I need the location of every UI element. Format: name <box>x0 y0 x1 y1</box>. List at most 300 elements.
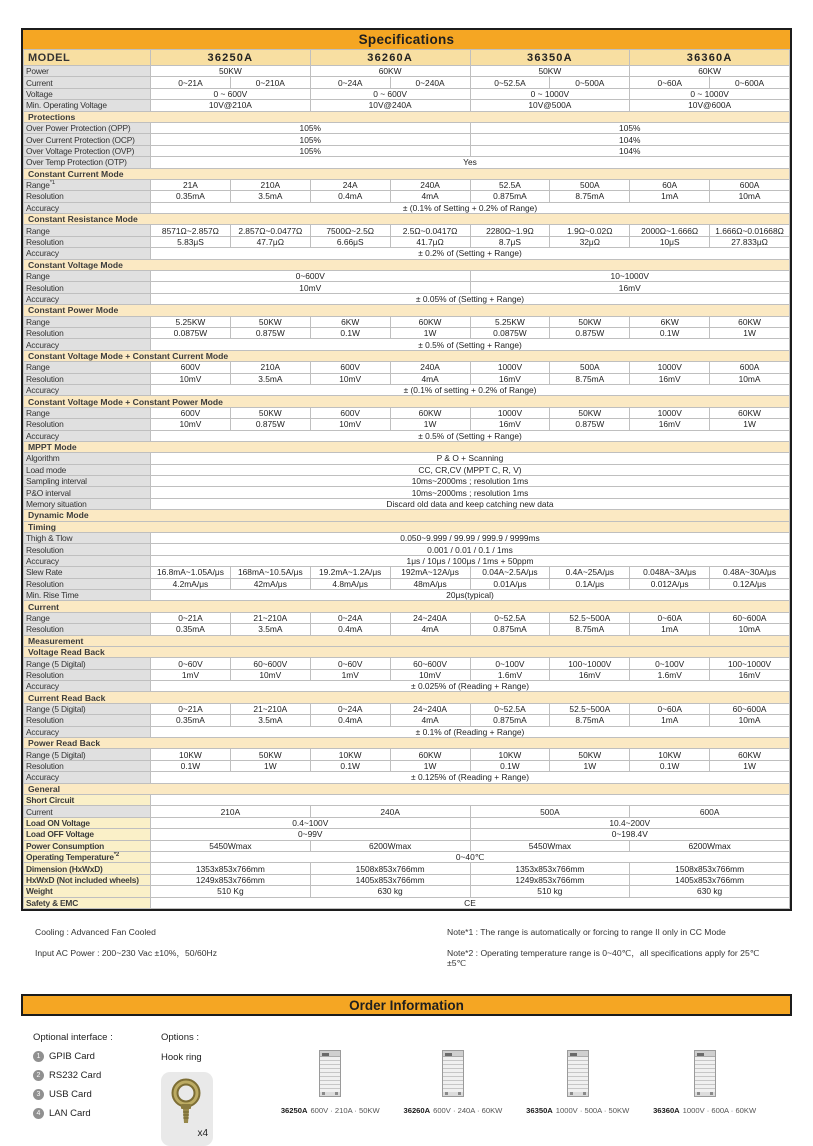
product-lineup <box>257 1032 780 1146</box>
spec-value: 0.12A/μs <box>710 578 790 589</box>
spec-value: 0~100V <box>470 658 550 669</box>
section-header: Dynamic Mode <box>24 510 790 521</box>
spec-value: 10KW <box>630 749 710 760</box>
spec-value: 4mA <box>390 191 470 202</box>
spec-value: 1405x853x766mm <box>630 874 790 885</box>
spec-value: 1405x853x766mm <box>310 874 470 885</box>
spec-value: 21A <box>151 179 231 190</box>
spec-value: ± 0.025% of (Reading + Range) <box>151 681 790 692</box>
product-item <box>653 1050 756 1146</box>
cabinet-display <box>322 1053 329 1056</box>
spec-value: 16.8mA~1.05A/μs <box>151 567 231 578</box>
spec-value: 0 ~ 600V <box>151 88 311 99</box>
spec-row-label: Over Current Protection (OCP) <box>24 134 151 145</box>
spec-value: 630 kg <box>630 886 790 897</box>
spec-value: 50KW <box>230 749 310 760</box>
spec-value: 24~240A <box>390 612 470 623</box>
spec-value: 60KW <box>630 66 790 77</box>
spec-value: 0.1A/μs <box>550 578 630 589</box>
spec-value: 0~60A <box>630 612 710 623</box>
spec-value: 52.5A <box>470 179 550 190</box>
cabinet-feet <box>320 1092 340 1096</box>
section-header: Current Read Back <box>24 692 790 703</box>
spec-value: 10~1000V <box>470 271 790 282</box>
spec-row-label: Power Consumption <box>24 840 151 851</box>
spec-row-label: Resolution <box>24 327 151 338</box>
spec-row-label: Load OFF Voltage <box>24 829 151 840</box>
spec-row-label: Resolution <box>24 373 151 384</box>
spec-value: 0 ~ 1000V <box>470 88 630 99</box>
product-caption <box>404 1106 503 1115</box>
spec-row-label: Accuracy <box>24 339 151 350</box>
product-item <box>526 1050 629 1146</box>
product-spec: 600V · 210A · 50KW <box>310 1106 380 1116</box>
spec-value: 1000V <box>630 407 710 418</box>
spec-value: 0~60A <box>630 703 710 714</box>
spec-value: 10V@240A <box>310 100 470 111</box>
spec-value: 3.5mA <box>230 624 310 635</box>
spec-value: 4mA <box>390 373 470 384</box>
interface-card-label: USB Card <box>49 1089 92 1101</box>
spec-table-body <box>24 50 790 909</box>
spec-value: 47.7μΩ <box>230 236 310 247</box>
model-name: 36350A <box>470 50 630 66</box>
spec-value: ± 0.05% of (Setting + Range) <box>151 293 790 304</box>
spec-value: 1.9Ω~0.02Ω <box>550 225 630 236</box>
spec-value: 16mV <box>710 669 790 680</box>
optional-interface-label: Optional interface : <box>33 1032 113 1044</box>
spec-value: 0.01A/μs <box>470 578 550 589</box>
spec-value: 50KW <box>470 66 630 77</box>
spec-row-label: Accuracy <box>24 726 151 737</box>
spec-row-label: Thigh & Tlow <box>24 533 151 544</box>
model-header-label: MODEL <box>24 50 151 66</box>
section-header: Voltage Read Back <box>24 646 790 657</box>
spec-value: 10mV <box>151 419 231 430</box>
spec-value: 0.0875W <box>151 327 231 338</box>
product-spec: 1000V · 500A · 50KW <box>555 1106 630 1116</box>
spec-value: 10V@600A <box>630 100 790 111</box>
spec-value: 210A <box>151 806 311 817</box>
spec-value: 0.048A~3A/μs <box>630 567 710 578</box>
spec-value: 50KW <box>151 66 311 77</box>
spec-value: 10.4~200V <box>470 817 790 828</box>
spec-value: 0~240A <box>390 77 470 88</box>
spec-value: 0.4~100V <box>151 817 471 828</box>
spec-value: 5450Wmax <box>470 840 630 851</box>
spec-value: 6200Wmax <box>310 840 470 851</box>
spec-value: 1W <box>550 760 630 771</box>
product-model: 36360A <box>653 1106 680 1116</box>
note-2: Note*2 : Operating temperature range is 0~40℃，all specifications apply for 25℃±5℃ <box>447 947 760 969</box>
spec-row-label: Weight <box>24 886 151 897</box>
model-name: 36360A <box>630 50 790 66</box>
spec-value: 16mV <box>470 282 790 293</box>
spec-value: 1mA <box>630 191 710 202</box>
spec-value: 16mV <box>470 373 550 384</box>
spec-value: 4.8mA/μs <box>310 578 390 589</box>
number-badge-icon: 4 <box>33 1108 44 1119</box>
section-header: Constant Power Mode <box>24 305 790 316</box>
spec-value: 6KW <box>630 316 710 327</box>
spec-value: ± 0.5% of (Setting + Range) <box>151 339 790 350</box>
spec-value: ± (0.1% of setting + 0.2% of Range) <box>151 384 790 395</box>
spec-value: 240A <box>390 179 470 190</box>
spec-value: 60A <box>630 179 710 190</box>
spec-value: 1.6mV <box>470 669 550 680</box>
number-badge-icon: 1 <box>33 1051 44 1062</box>
hook-ring-label: Hook ring <box>161 1052 202 1064</box>
spec-value: 10V@500A <box>470 100 630 111</box>
spec-value: 32μΩ <box>550 236 630 247</box>
spec-row-label: Range (5 Digital) <box>24 703 151 714</box>
cabinet-display <box>570 1053 577 1056</box>
spec-value: 0.001 / 0.01 / 0.1 / 1ms <box>151 544 790 555</box>
spec-value: 0.48A~30A/μs <box>710 567 790 578</box>
spec-value: 0~99V <box>151 829 471 840</box>
cabinet-display <box>697 1053 704 1056</box>
cabinet-vents <box>443 1057 463 1092</box>
spec-value: 7500Ω~2.5Ω <box>310 225 390 236</box>
spec-value: 5450Wmax <box>151 840 311 851</box>
spec-value: P & O + Scanning <box>151 453 790 464</box>
spec-value: 600V <box>310 407 390 418</box>
spec-value: 105% <box>151 145 471 156</box>
spec-row-label: Range (5 Digital) <box>24 658 151 669</box>
spec-row-label: Accuracy <box>24 248 151 259</box>
spec-value: 1mV <box>151 669 231 680</box>
spec-value: 630 kg <box>310 886 470 897</box>
interface-card-item <box>33 1108 161 1119</box>
spec-value: 50KW <box>230 407 310 418</box>
order-information-section <box>21 1032 792 1146</box>
spec-value: 240A <box>310 806 470 817</box>
section-header: Constant Current Mode <box>24 168 790 179</box>
options-label: Options : <box>161 1032 200 1044</box>
spec-value: 0.050~9.999 / 99.99 / 999.9 / 9999ms <box>151 533 790 544</box>
spec-value: 1000V <box>470 362 550 373</box>
spec-value: 0.4A~25A/μs <box>550 567 630 578</box>
spec-value: 0.875mA <box>470 191 550 202</box>
spec-value: 1353x853x766mm <box>151 863 311 874</box>
cabinet-top-panel <box>443 1051 463 1057</box>
spec-value <box>151 795 790 806</box>
spec-value: 24~240A <box>390 703 470 714</box>
spec-row-label: Range <box>24 407 151 418</box>
spec-value: 0.875mA <box>470 715 550 726</box>
spec-value: 60~600V <box>390 658 470 669</box>
spec-value: 1W <box>390 760 470 771</box>
spec-value: 510 Kg <box>151 886 311 897</box>
spec-value: 600A <box>710 362 790 373</box>
spec-value: 100~1000V <box>710 658 790 669</box>
spec-value: 0~52.5A <box>470 703 550 714</box>
spec-row-label: Operating Temperature$^{*2}$ <box>24 851 151 862</box>
cabinet-foot <box>335 1092 338 1095</box>
spec-value: ± 0.2% of (Setting + Range) <box>151 248 790 259</box>
spec-value: 1W <box>710 419 790 430</box>
instrument-cabinet-image <box>567 1050 589 1097</box>
interface-card-item <box>33 1070 161 1081</box>
cabinet-foot <box>570 1092 573 1095</box>
spec-value: 1W <box>710 760 790 771</box>
spec-row-label: Range (5 Digital) <box>24 749 151 760</box>
spec-value: 5.25KW <box>151 316 231 327</box>
spec-row-label: Resolution <box>24 669 151 680</box>
spec-row-label: Resolution <box>24 760 151 771</box>
spec-value: 0.35mA <box>151 191 231 202</box>
spec-row-label: Resolution <box>24 419 151 430</box>
spec-value: 16mV <box>630 373 710 384</box>
spec-row-label: Accuracy <box>24 202 151 213</box>
spec-value: 0.1W <box>630 327 710 338</box>
spec-row-label: Resolution <box>24 236 151 247</box>
spec-value: 0~52.5A <box>470 612 550 623</box>
spec-value: 1W <box>390 419 470 430</box>
spec-value: 60KW <box>710 316 790 327</box>
spec-value: 1W <box>390 327 470 338</box>
spec-value: ± 0.125% of (Reading + Range) <box>151 772 790 783</box>
spec-row-label: Short Circuit <box>24 795 151 806</box>
spec-value: 10KW <box>151 749 231 760</box>
spec-row-label: Over Voltage Protection (OVP) <box>24 145 151 156</box>
spec-value: 0~52.5A <box>470 77 550 88</box>
spec-value: 1W <box>710 327 790 338</box>
cabinet-foot <box>445 1092 448 1095</box>
spec-row-label: Range <box>24 316 151 327</box>
spec-value: 1353x853x766mm <box>470 863 630 874</box>
instrument-cabinet-image <box>442 1050 464 1097</box>
spec-value: 10mV <box>151 282 471 293</box>
model-name: 36260A <box>310 50 470 66</box>
spec-value: 0.0875W <box>470 327 550 338</box>
spec-value: 60~600V <box>230 658 310 669</box>
spec-value: 0.04A~2.5A/μs <box>470 567 550 578</box>
spec-row-label: Range <box>24 362 151 373</box>
spec-value: 0~60V <box>310 658 390 669</box>
model-name: 36250A <box>151 50 311 66</box>
spec-value: 0.4mA <box>310 715 390 726</box>
spec-value: Yes <box>151 157 790 168</box>
spec-value: 0~24A <box>310 703 390 714</box>
spec-row-label: Accuracy <box>24 555 151 566</box>
spec-row-label: Current <box>24 806 151 817</box>
cabinet-feet <box>443 1092 463 1096</box>
spec-row-label: Range <box>24 225 151 236</box>
spec-value: 2.857Ω~0.0477Ω <box>230 225 310 236</box>
spec-row-label: Accuracy <box>24 430 151 441</box>
input-ac-note: Input AC Power : 200~230 Vac ±10%，50/60Hz <box>35 947 218 958</box>
product-spec: 600V · 240A · 60KW <box>433 1106 503 1116</box>
cabinet-vents <box>320 1057 340 1092</box>
spec-value: 600A <box>630 806 790 817</box>
section-header: Current <box>24 601 790 612</box>
spec-value: 4.2mA/μs <box>151 578 231 589</box>
section-header: Constant Voltage Mode + Constant Current Mode <box>24 350 790 361</box>
spec-row-label: Sampling interval <box>24 476 151 487</box>
spec-value: 60KW <box>710 407 790 418</box>
spec-value: 21~210A <box>230 703 310 714</box>
spec-value: 24A <box>310 179 390 190</box>
hook-ring-card <box>161 1072 213 1146</box>
cabinet-vents <box>568 1057 588 1092</box>
spec-value: 0~40℃ <box>151 851 790 862</box>
cabinet-foot <box>697 1092 700 1095</box>
spec-row-label: Range <box>24 612 151 623</box>
spec-value: 8.75mA <box>550 624 630 635</box>
spec-row-label: Current <box>24 77 151 88</box>
spec-value: 10ms~2000ms ; resolution 1ms <box>151 487 790 498</box>
spec-value: 20μs(typical) <box>151 589 790 600</box>
spec-value: 168mA~10.5A/μs <box>230 567 310 578</box>
spec-value: CC, CR,CV (MPPT C, R, V) <box>151 464 790 475</box>
spec-value: 0 ~ 600V <box>310 88 470 99</box>
order-information-title: Order Information <box>21 994 792 1016</box>
instrument-cabinet-image <box>319 1050 341 1097</box>
spec-value: 500A <box>550 362 630 373</box>
spec-value: 0.1W <box>310 327 390 338</box>
spec-value: 0~21A <box>151 612 231 623</box>
number-badge-icon: 3 <box>33 1089 44 1100</box>
spec-value: 6.66μS <box>310 236 390 247</box>
product-model: 36350A <box>526 1106 553 1116</box>
spec-value: 0~24A <box>310 77 390 88</box>
spec-value: 240A <box>390 362 470 373</box>
spec-value: 10ms~2000ms ; resolution 1ms <box>151 476 790 487</box>
spec-value: 0.4mA <box>310 624 390 635</box>
spec-value: 10mV <box>310 419 390 430</box>
spec-value: 104% <box>470 145 790 156</box>
spec-row-label: Load ON Voltage <box>24 817 151 828</box>
spec-value: 0.875W <box>550 327 630 338</box>
spec-value: 0~210A <box>230 77 310 88</box>
spec-value: 10mV <box>310 373 390 384</box>
spec-value: 2280Ω~1.9Ω <box>470 225 550 236</box>
cabinet-foot <box>710 1092 713 1095</box>
spec-value: 0~198.4V <box>470 829 790 840</box>
spec-value: 1.666Ω~0.01668Ω <box>710 225 790 236</box>
spec-value: 8.7μS <box>470 236 550 247</box>
spec-value: 10mA <box>710 624 790 635</box>
spec-value: 16mV <box>550 669 630 680</box>
spec-value: 0.4mA <box>310 191 390 202</box>
spec-value: 60KW <box>390 316 470 327</box>
interface-card-label: LAN Card <box>49 1108 91 1120</box>
spec-value: 50KW <box>230 316 310 327</box>
instrument-cabinet-image <box>694 1050 716 1097</box>
spec-value: 105% <box>470 122 790 133</box>
spec-value: 1μs / 10μs / 100μs / 1ms + 50ppm <box>151 555 790 566</box>
spec-value: 0.875mA <box>470 624 550 635</box>
cabinet-top-panel <box>320 1051 340 1057</box>
spec-row-label: Accuracy <box>24 772 151 783</box>
spec-value: 52.5~500A <box>550 612 630 623</box>
product-caption <box>653 1106 756 1115</box>
spec-value: 8.75mA <box>550 715 630 726</box>
spec-value: 60KW <box>310 66 470 77</box>
spec-value: 510 kg <box>470 886 630 897</box>
spec-value: 500A <box>470 806 630 817</box>
spec-value: 27.833μΩ <box>710 236 790 247</box>
spec-value: 16mV <box>630 419 710 430</box>
spec-row-label: Range <box>24 271 151 282</box>
spec-value: 1W <box>230 760 310 771</box>
optional-interface-list <box>33 1032 161 1146</box>
spec-row-label: Safety & EMC <box>24 897 151 908</box>
spec-value: 3.5mA <box>230 191 310 202</box>
spec-value: CE <box>151 897 790 908</box>
product-item <box>281 1050 380 1146</box>
spec-row-label: Resolution <box>24 544 151 555</box>
spec-value: 52.5~500A <box>550 703 630 714</box>
footnotes <box>35 927 778 979</box>
spec-value: 210A <box>230 179 310 190</box>
spec-value: 1000V <box>630 362 710 373</box>
cooling-note: Cooling : Advanced Fan Cooled <box>35 926 156 937</box>
spec-value: 10mV <box>230 669 310 680</box>
spec-row-label: Resolution <box>24 282 151 293</box>
spec-value: 0.1W <box>151 760 231 771</box>
spec-value: 50KW <box>550 316 630 327</box>
spec-value: 48mA/μs <box>390 578 470 589</box>
cabinet-feet <box>695 1092 715 1096</box>
spec-value: 10KW <box>470 749 550 760</box>
spec-value: 0~60A <box>630 77 710 88</box>
spec-value: ± 0.1% of (Reading + Range) <box>151 726 790 737</box>
interface-card-label: GPIB Card <box>49 1051 95 1063</box>
spec-value: 0~100V <box>630 658 710 669</box>
spec-value: 16mV <box>470 419 550 430</box>
spec-value: 0.875W <box>550 419 630 430</box>
spec-value: 600V <box>310 362 390 373</box>
spec-value: 60KW <box>390 749 470 760</box>
spec-value: 105% <box>151 134 471 145</box>
spec-value: 10mA <box>710 373 790 384</box>
cabinet-top-panel <box>568 1051 588 1057</box>
section-header: Constant Voltage Mode + Constant Power Mode <box>24 396 790 407</box>
spec-value: 1.6mV <box>630 669 710 680</box>
cabinet-display <box>445 1053 452 1056</box>
spec-value: Discard old data and keep catching new data <box>151 498 790 509</box>
spec-value: 0.875W <box>230 419 310 430</box>
spec-value: 1mA <box>630 715 710 726</box>
spec-value: 10V@210A <box>151 100 311 111</box>
spec-row-label: Accuracy <box>24 681 151 692</box>
section-header: Power Read Back <box>24 738 790 749</box>
spec-value: 0.1W <box>310 760 390 771</box>
interface-card-item <box>33 1089 161 1100</box>
spec-value: ± (0.1% of Setting + 0.2% of Range) <box>151 202 790 213</box>
spec-value: 0.1W <box>630 760 710 771</box>
product-spec: 1000V · 600A · 60KW <box>682 1106 757 1116</box>
spec-value: 0~24A <box>310 612 390 623</box>
spec-value: 104% <box>470 134 790 145</box>
cabinet-top-panel <box>695 1051 715 1057</box>
spec-value: 5.25KW <box>470 316 550 327</box>
spec-value: 6200Wmax <box>630 840 790 851</box>
spec-value: 6KW <box>310 316 390 327</box>
spec-value: 8.75mA <box>550 373 630 384</box>
spec-row-label: Over Temp Protection (OTP) <box>24 157 151 168</box>
spec-row-label: Resolution <box>24 578 151 589</box>
spec-row-label: Memory situation <box>24 498 151 509</box>
product-model: 36260A <box>403 1106 431 1116</box>
interface-card-label: RS232 Card <box>49 1070 102 1082</box>
specifications-title: Specifications <box>23 30 790 49</box>
spec-row-label: Load mode <box>24 464 151 475</box>
product-caption <box>526 1106 629 1115</box>
spec-value: 0~21A <box>151 703 231 714</box>
